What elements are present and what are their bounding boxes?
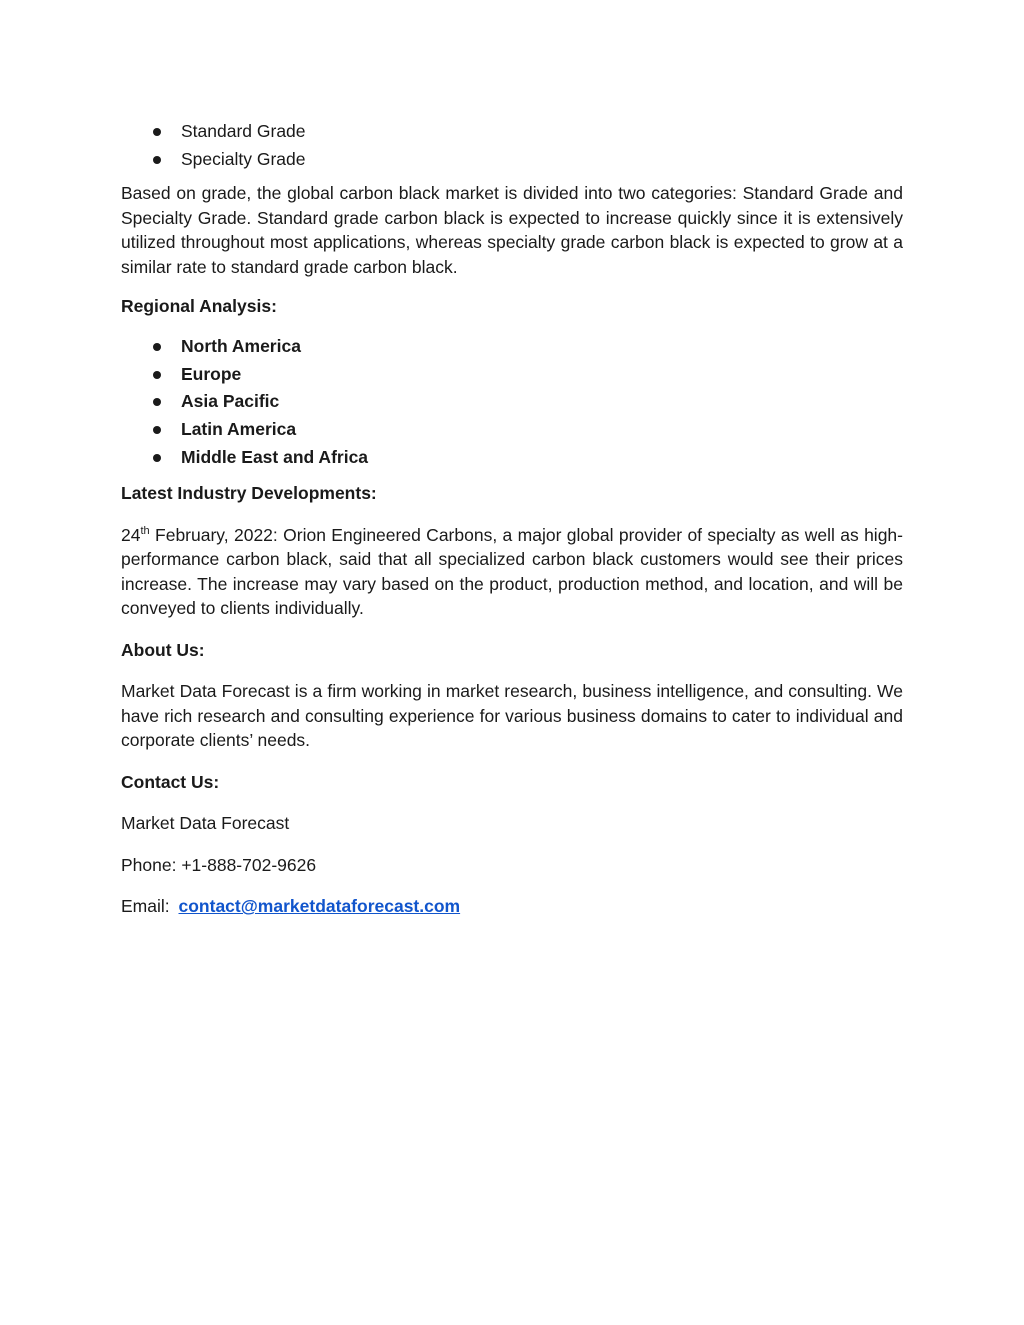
list-item: Specialty Grade xyxy=(121,146,903,174)
document-page xyxy=(121,118,903,919)
email-link[interactable]: contact@marketdataforecast.com xyxy=(178,896,461,917)
developments-body: February, 2022: Orion Engineered Carbons, a major global provider of specialty as well as high-performance carbon black, said that all specialized carbon black customers would see their prices increase. The increase may vary based on the product, production method, and location, and will be conveyed to clients individually. xyxy=(121,524,903,619)
contact-heading: Contact Us: xyxy=(121,771,220,792)
grade-list xyxy=(121,118,903,173)
bullet-icon xyxy=(153,156,161,164)
contact-email-line xyxy=(121,894,903,919)
list-item: Latin America xyxy=(121,416,903,444)
date-suffix: th xyxy=(140,524,150,537)
bullet-icon xyxy=(153,343,161,351)
regional-heading: Regional Analysis: xyxy=(121,296,277,317)
developments-heading: Latest Industry Developments: xyxy=(121,483,377,504)
date-day: 24 xyxy=(121,524,141,545)
list-item: North America xyxy=(121,333,903,361)
grade-paragraph: Based on grade, the global carbon black market is divided into two categories: Standard Grade and Specialty Grade. Standard grade carbon black is expected to increase quickly since it is extensively utilized throughout most applications, whereas specialty grade carbon black is expected to grow at a similar rate to standard grade carbon black. xyxy=(121,183,903,277)
about-paragraph: Market Data Forecast is a firm working in market research, business intelligence, and consulting. We have rich research and consulting experience for various business domains to cater to individual and corporate clients’ needs. xyxy=(121,681,903,751)
developments-paragraph xyxy=(121,523,903,621)
contact-phone: Phone: +1-888-702-9626 xyxy=(121,854,317,875)
bullet-icon xyxy=(153,371,161,379)
bullet-icon xyxy=(153,128,161,136)
bullet-icon xyxy=(153,454,161,462)
list-item: Standard Grade xyxy=(121,118,903,146)
email-label: Email: xyxy=(121,896,170,917)
list-item: Asia Pacific xyxy=(121,388,903,416)
list-item: Europe xyxy=(121,361,903,389)
contact-company: Market Data Forecast xyxy=(121,813,290,834)
list-item: Middle East and Africa xyxy=(121,444,903,472)
bullet-icon xyxy=(153,426,161,434)
region-list xyxy=(121,333,903,471)
bullet-icon xyxy=(153,398,161,406)
about-heading: About Us: xyxy=(121,639,205,660)
